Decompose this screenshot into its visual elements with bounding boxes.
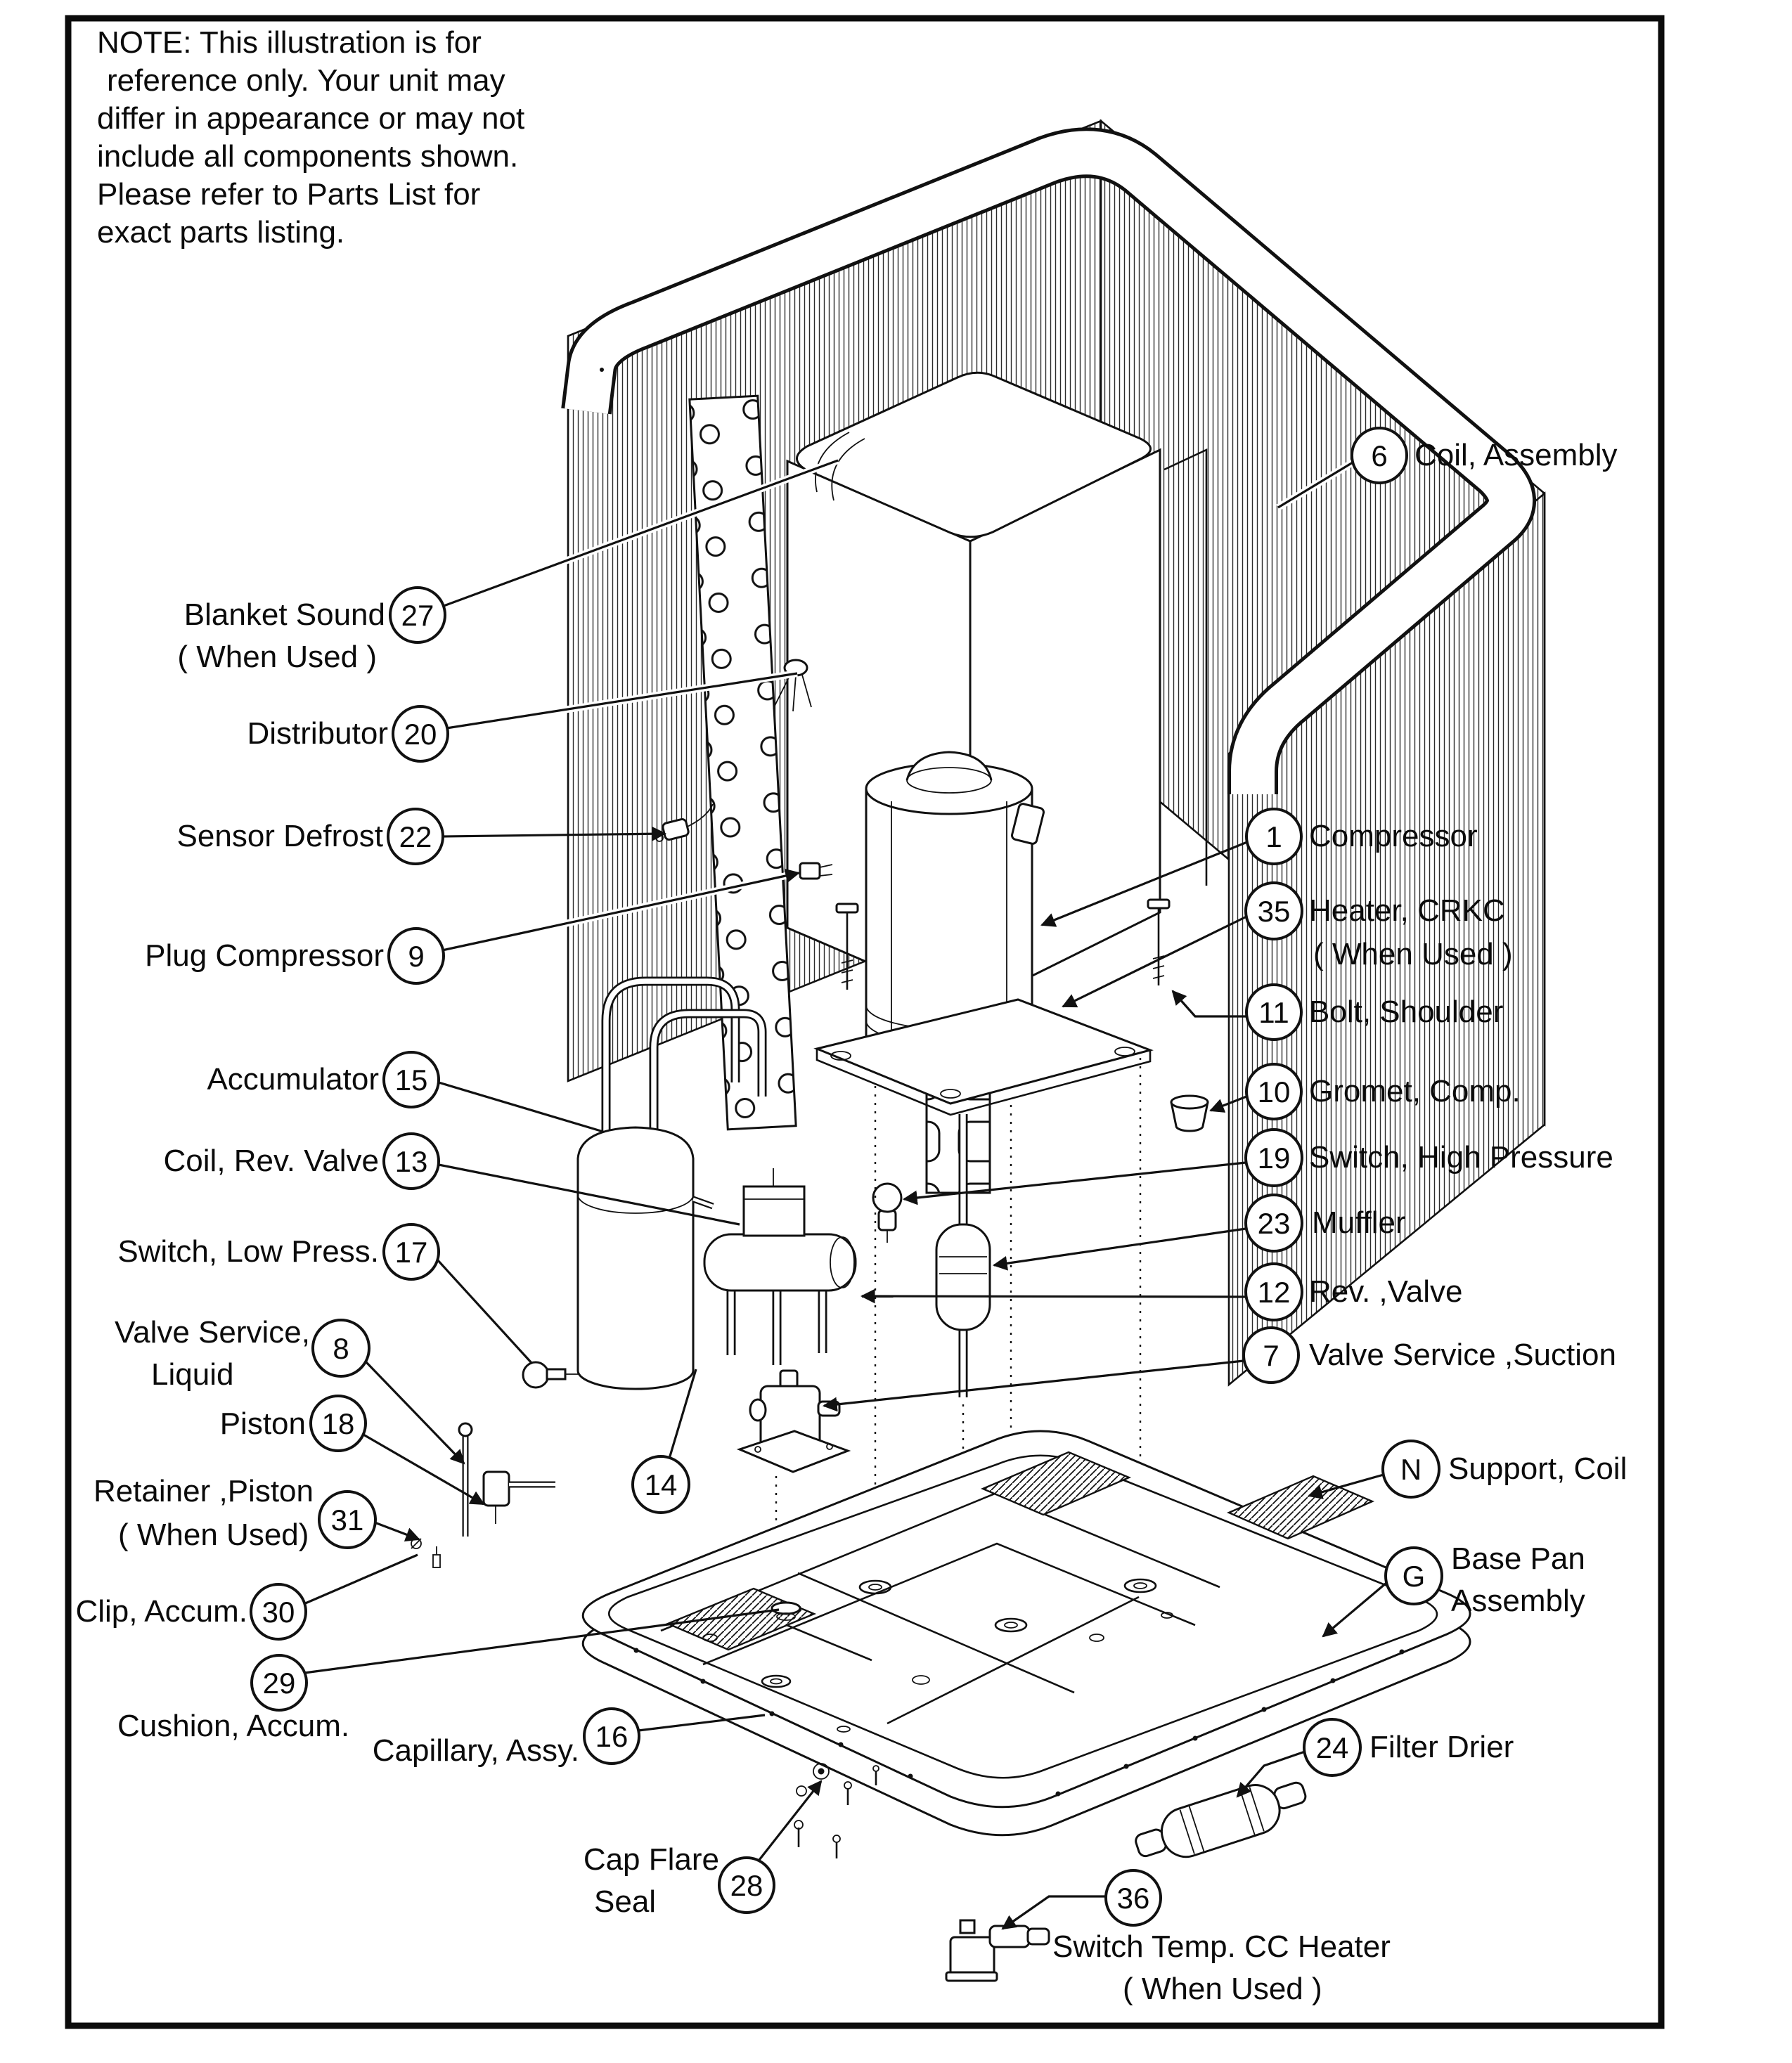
speck-artifact: [600, 368, 604, 372]
callout-number: 15: [394, 1063, 428, 1097]
callout-number: 7: [1263, 1339, 1279, 1372]
callout-number: 27: [401, 599, 434, 632]
callout-text: Cap Flare: [583, 1842, 719, 1877]
compressor-gromet: [1171, 1096, 1208, 1131]
callout-valve-service-liquid: [115, 1315, 464, 1463]
leader-line: [1003, 1896, 1106, 1929]
reversing-valve-body: [704, 1234, 856, 1291]
callout-text: Base Pan: [1451, 1541, 1585, 1576]
suction-service-valve: [740, 1371, 848, 1472]
leader-line: [759, 1781, 821, 1860]
callout-number: 35: [1257, 895, 1291, 928]
callout-text: Switch, High Pressure: [1309, 1140, 1613, 1175]
callout-number: 23: [1257, 1207, 1291, 1240]
callout-text: Support, Coil: [1448, 1451, 1627, 1486]
callout-text: Gromet, Comp.: [1309, 1074, 1521, 1108]
callout-text: Retainer ,Piston: [93, 1474, 314, 1508]
callout-number: 8: [333, 1332, 349, 1365]
callout-number: 14: [644, 1468, 678, 1501]
callout-number: 24: [1315, 1731, 1349, 1764]
callout-part-14: [633, 1369, 696, 1513]
callout-number: N: [1400, 1453, 1422, 1486]
leader-line: [437, 1259, 532, 1364]
callout-text: Bolt, Shoulder: [1309, 995, 1504, 1029]
callout-number: 31: [330, 1503, 364, 1537]
callout-text: ( When Used): [118, 1518, 309, 1552]
callout-text: Distributor: [247, 716, 388, 751]
callout-number: 13: [394, 1145, 428, 1178]
callout-text: Assembly: [1451, 1584, 1585, 1618]
callout-number: 20: [404, 718, 437, 751]
callout-number: 1: [1265, 820, 1282, 853]
callout-accumulator: [207, 1052, 603, 1132]
callout-text: Heater, CRKC: [1309, 893, 1505, 928]
callout-text: Valve Service ,Suction: [1309, 1338, 1616, 1372]
note-line: Please refer to Parts List for: [97, 177, 481, 212]
callout-number: G: [1402, 1560, 1426, 1593]
callout-text: Seal: [594, 1884, 657, 1919]
callout-number: 6: [1371, 439, 1388, 472]
leader-line: [366, 1362, 464, 1463]
callout-text: Compressor: [1309, 819, 1478, 853]
high-pressure-switch: [873, 1184, 901, 1243]
callout-text: Accumulator: [207, 1062, 379, 1097]
callout-number: 28: [730, 1869, 763, 1902]
callout-number: 12: [1257, 1276, 1291, 1309]
callout-support-coil: [1309, 1441, 1627, 1497]
leader-line: [824, 1361, 1244, 1406]
callout-text: Clip, Accum.: [75, 1594, 247, 1629]
callout-number: 17: [394, 1236, 428, 1269]
callout-text: Coil, Rev. Valve: [163, 1144, 379, 1178]
callout-text: Switch Temp. CC Heater: [1052, 1929, 1391, 1964]
callout-retainer-piston: [94, 1474, 419, 1552]
low-pressure-switch: [523, 1362, 579, 1388]
callout-number: 10: [1257, 1075, 1291, 1108]
callout-text: Capillary, Assy.: [372, 1733, 579, 1768]
callout-number: 16: [595, 1720, 629, 1753]
leader-line: [862, 1296, 1246, 1297]
note-line: differ in appearance or may not: [97, 101, 525, 136]
callout-text: ( When Used ): [177, 640, 377, 674]
callout-text: Filter Drier: [1369, 1730, 1514, 1764]
muffler-body: [936, 1224, 990, 1330]
callout-number: 22: [399, 820, 432, 853]
callout-text: ( When Used ): [1123, 1972, 1322, 2006]
callout-number: 18: [321, 1407, 355, 1440]
callout-text: Coil, Assembly: [1414, 438, 1618, 472]
callout-text: Rev. ,Valve: [1309, 1274, 1463, 1309]
callout-text: Blanket Sound: [183, 597, 385, 632]
leader-line: [439, 1082, 603, 1132]
callout-number: 11: [1258, 996, 1289, 1029]
filter-drier-illustration: [1130, 1770, 1313, 1871]
leader-line: [994, 1229, 1246, 1265]
note-line: reference only. Your unit may: [107, 63, 505, 98]
note-line: include all components shown.: [97, 139, 519, 174]
callout-text: Muffler: [1312, 1205, 1406, 1240]
reference-note: [97, 25, 524, 250]
callout-text: Sensor Defrost: [176, 819, 383, 853]
callout-number: 29: [262, 1667, 296, 1700]
leader-line: [304, 1555, 418, 1604]
liquid-service-valve: [459, 1423, 555, 1537]
reversing-valve-illustration: [704, 1168, 856, 1365]
accumulator-shell: [578, 1127, 693, 1389]
callout-number: 9: [408, 940, 425, 973]
rev-valve-solenoid-coil: [744, 1186, 804, 1236]
callout-text: Cushion, Accum.: [117, 1709, 350, 1743]
callout-text: Switch, Low Press.: [117, 1234, 379, 1269]
callout-text: Piston: [219, 1406, 306, 1441]
note-line: exact parts listing.: [97, 215, 345, 250]
note-line: NOTE: This illustration is for: [97, 25, 482, 60]
callout-cap-flare-seal: [584, 1781, 821, 1919]
callout-number: 30: [262, 1596, 295, 1629]
callout-text: Liquid: [151, 1357, 234, 1392]
leader-line: [375, 1522, 419, 1539]
callout-switch-temp-cc-heater: [1003, 1870, 1391, 2006]
callout-capillary-assy: [373, 1709, 765, 1768]
callout-number: 36: [1116, 1882, 1150, 1915]
callout-text: Plug Compressor: [145, 938, 384, 973]
temp-switch-illustration: [946, 1920, 1049, 1981]
callout-valve-service-suction: [824, 1328, 1616, 1406]
callout-text: ( When Used ): [1313, 937, 1513, 971]
callout-number: 19: [1257, 1142, 1291, 1175]
piston-retainer-parts: [411, 1539, 440, 1567]
callout-clip-accum: [75, 1555, 418, 1639]
callout-text: Valve Service,: [115, 1315, 310, 1350]
